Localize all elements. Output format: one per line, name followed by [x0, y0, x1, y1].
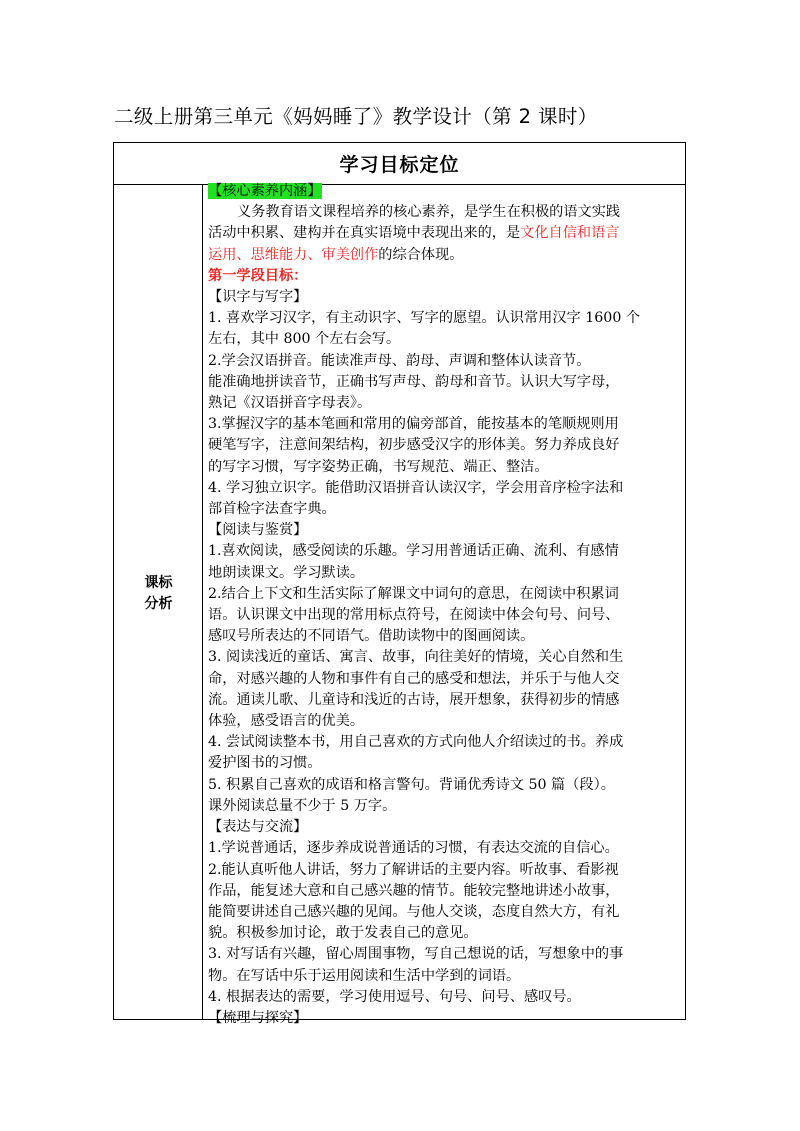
section-line: 熟记《汉语拼音字母表》。 [208, 395, 372, 412]
core-line: 义务教育语文课程培养的核心素养，是学生在积极的语文实践 [237, 204, 621, 221]
section-line: 貌。积极参加讨论，敢于发表自己的意见。 [208, 925, 478, 942]
stage-goal-heading: 第一学段目标： [208, 267, 308, 284]
section-line: 流。通读儿歌、儿童诗和浅近的古诗，展开想象，获得初步的情感 [208, 691, 620, 708]
goal-sections [208, 287, 682, 1029]
section-line: 部首检字法查字典。 [208, 501, 336, 518]
section-line: 3. 对写话有兴趣，留心周围事物，写自己想说的话，写想象中的事 [208, 946, 624, 963]
section-line: 4. 尝试阅读整本书，用自己喜欢的方式向他人介绍读过的书。养成 [208, 734, 624, 751]
table-header: 学习目标定位 [114, 143, 685, 185]
core-literacy-heading: 【核心素养内涵】 [208, 183, 322, 199]
section-line: 3. 阅读浅近的童话、寓言、故事，向往美好的情境，关心自然和生 [208, 649, 624, 666]
section-line: 硬笔写字，注意间架结构，初步感受汉字的形体美。努力养成良好 [208, 437, 620, 454]
section-line: 能简要讲述自己感兴趣的见闻。与他人交谈，态度自然大方，有礼 [208, 903, 620, 920]
section-line: 2.能认真听他人讲话，努力了解讲话的主要内容。听故事、看影视 [208, 861, 619, 878]
row-label-line: 分析 [144, 596, 173, 612]
section-line: 语。认识课文中出现的常用标点符号，在阅读中体会句号、问号、 [208, 607, 620, 624]
section-line: 体验，感受语言的优美。 [208, 713, 365, 730]
core-highlight: 运用、思维能力、审美创作 [208, 246, 379, 263]
section-line: 感叹号所表达的不同语气。借助读物中的图画阅读。 [208, 628, 535, 645]
section-line: 1. 喜欢学习汉字，有主动识字、写字的愿望。认识常用汉字 1600 个 [208, 310, 641, 327]
objectives-table [113, 142, 686, 1026]
row-label-line: 课标 [144, 575, 173, 591]
section-line: 1.喜欢阅读，感受阅读的乐趣。学习用普通话正确、流利、有感情 [208, 543, 619, 560]
core-line: 活动中积累、建构并在真实语境中表现出来的，是文化自信和语言 [208, 225, 620, 242]
section-line: 物。在写话中乐于运用阅读和生活中学到的词语。 [208, 967, 521, 984]
core-highlight: 文化自信和语言 [520, 225, 620, 242]
section-line: 命，对感兴趣的人物和事件有自己的感受和想法，并乐于与他人交 [208, 670, 620, 687]
section-line: 2.结合上下文和生活实际了解课文中词句的意思，在阅读中积累词 [208, 585, 619, 602]
section-heading: 【梳理与探究】 [208, 1009, 308, 1026]
row-label-cell [114, 185, 203, 1019]
section-line: 2.学会汉语拼音。能读准声母、韵母、声调和整体认读音节。 [208, 352, 591, 369]
section-line: 作品，能复述大意和自己感兴趣的情节。能较完整地讲述小故事， [208, 882, 620, 899]
section-heading: 【识字与写字】 [208, 289, 308, 306]
section-line: 地朗读课文。学习默读。 [208, 564, 365, 581]
section-line: 5. 积累自己喜欢的成语和格言警句。背诵优秀诗文 50 篇（段）。 [208, 776, 615, 793]
section-line: 能准确地拼读音节，正确书写声母、韵母和音节。认识大写字母， [208, 373, 620, 390]
section-line: 左右，其中 800 个左右会写。 [208, 331, 401, 348]
core-line: 运用、思维能力、审美创作的综合体现。 [208, 246, 464, 263]
section-line: 4. 根据表达的需要，学习使用逗号、句号、问号、感叹号。 [208, 988, 581, 1005]
section-line: 的写字习惯，写字姿势正确，书写规范、端正、整洁。 [208, 458, 549, 475]
section-heading: 【阅读与鉴赏】 [208, 522, 308, 539]
section-line: 课外阅读总量不少于 5 万字。 [208, 797, 397, 814]
section-line: 4. 学习独立识字。能借助汉语拼音认读汉字，学会用音序检字法和 [208, 479, 624, 496]
section-line: 3.掌握汉字的基本笔画和常用的偏旁部首，能按基本的笔顺规则用 [208, 416, 619, 433]
section-heading: 【表达与交流】 [208, 819, 308, 836]
content-cell [208, 181, 682, 1029]
row-label [114, 573, 203, 615]
section-line: 爱护图书的习惯。 [208, 755, 322, 772]
document-title: 二级上册第三单元《妈妈睡了》教学设计（第 2 课时） [114, 105, 598, 128]
section-line: 1.学说普通话，逐步养成说普通话的习惯，有表达交流的自信心。 [208, 840, 619, 857]
